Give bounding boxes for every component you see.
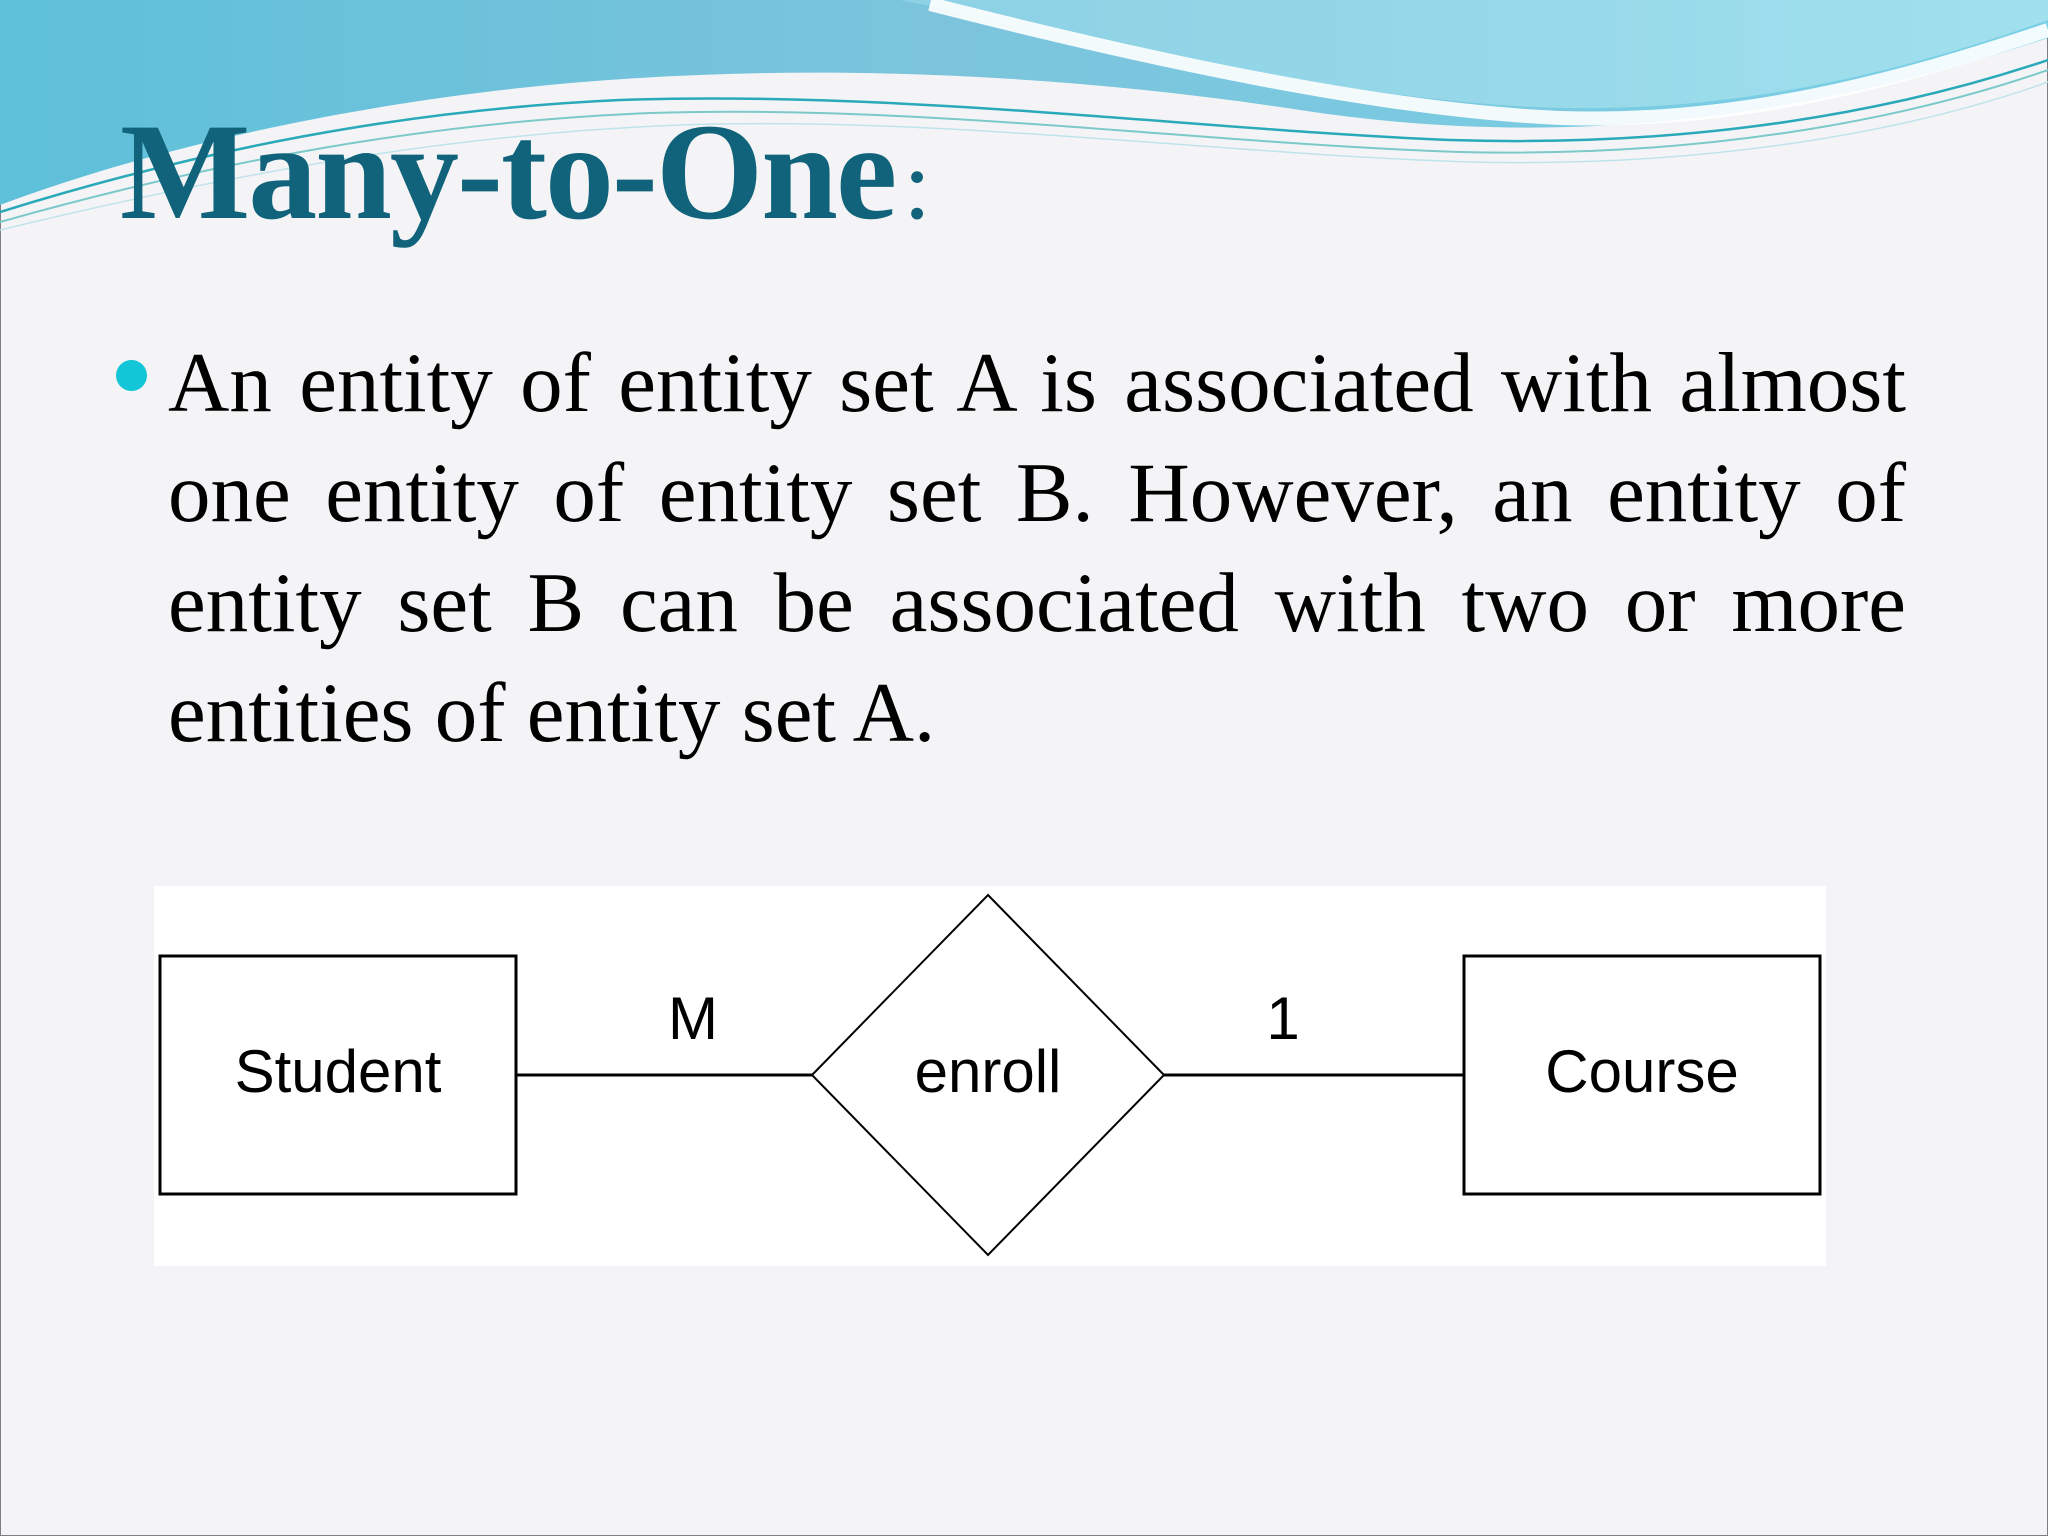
- slide-title-text: Many-to-One: [120, 95, 896, 248]
- relationship-label: enroll: [914, 1038, 1062, 1105]
- er-diagram: [154, 886, 1826, 1266]
- er-diagram-panel: [154, 886, 1826, 1266]
- entity-label-left: Student: [234, 1038, 442, 1105]
- slide-title-colon: :: [903, 129, 932, 240]
- bullet-text: An entity of entity set A is associated with almost one entity of entity set B. However, an entity of entity set B can be associated with two or more entities of entity set A.: [168, 336, 1906, 760]
- slide-title: [120, 92, 931, 265]
- cardinality-label-left: M: [668, 985, 718, 1052]
- cardinality-label-right: 1: [1266, 985, 1300, 1052]
- entity-label-right: Course: [1545, 1038, 1739, 1105]
- bullet-dot-icon: [116, 360, 147, 391]
